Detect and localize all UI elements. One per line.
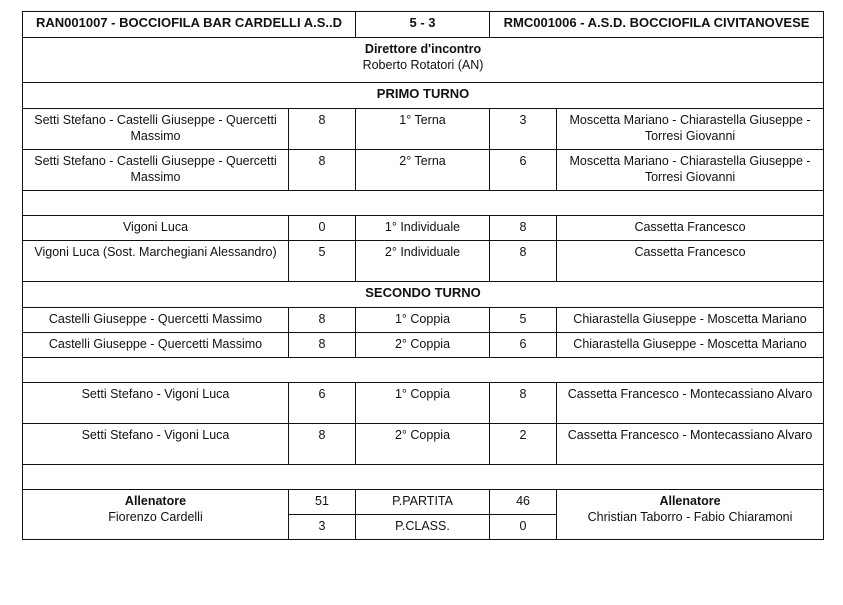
- away-players: Moscetta Mariano - Chiarastella Giuseppe - Torresi Giovanni: [557, 109, 824, 150]
- director-label: Direttore d'incontro: [364, 42, 482, 56]
- away-team-name: RMC001006 - A.S.D. BOCCIOFILA CIVITANOVESE: [490, 12, 824, 38]
- second-round-title-row: [23, 282, 824, 308]
- home-players: Castelli Giuseppe - Quercetti Massimo: [23, 333, 289, 358]
- table-row: [23, 241, 824, 282]
- away-game-score: 8: [490, 383, 557, 424]
- totals-row-match-points: [23, 490, 824, 515]
- game-label: 2° Coppia: [356, 424, 490, 465]
- first-round-title: PRIMO TURNO: [23, 83, 824, 109]
- away-game-score: 6: [490, 333, 557, 358]
- away-players: Cassetta Francesco: [557, 216, 824, 241]
- away-players: Chiarastella Giuseppe - Moscetta Mariano: [557, 333, 824, 358]
- first-round-title-row: [23, 83, 824, 109]
- home-game-score: 5: [289, 241, 356, 282]
- home-players: Setti Stefano - Castelli Giuseppe - Quercetti Massimo: [23, 109, 289, 150]
- table-row: [23, 216, 824, 241]
- away-game-score: 8: [490, 241, 557, 282]
- game-label: 2° Coppia: [356, 333, 490, 358]
- away-class-points: 0: [490, 515, 557, 540]
- away-coach-cell: [557, 490, 824, 540]
- match-score: 5 - 3: [356, 12, 490, 38]
- table-row: [23, 150, 824, 191]
- spacer-row: [23, 358, 824, 383]
- away-coach-name: Christian Taborro - Fabio Chiaramoni: [587, 510, 793, 524]
- home-game-score: 8: [289, 333, 356, 358]
- away-game-score: 5: [490, 308, 557, 333]
- match-points-label: P.PARTITA: [356, 490, 490, 515]
- away-match-points: 46: [490, 490, 557, 515]
- game-label: 1° Terna: [356, 109, 490, 150]
- home-coach-name: Fiorenzo Cardelli: [108, 510, 203, 524]
- home-game-score: 8: [289, 150, 356, 191]
- home-players: Vigoni Luca (Sost. Marchegiani Alessandro): [23, 241, 289, 282]
- home-players: Setti Stefano - Castelli Giuseppe - Quercetti Massimo: [23, 150, 289, 191]
- home-game-score: 6: [289, 383, 356, 424]
- home-game-score: 8: [289, 109, 356, 150]
- header-row: [23, 12, 824, 38]
- home-players: Setti Stefano - Vigoni Luca: [23, 424, 289, 465]
- table-row: [23, 333, 824, 358]
- home-players: Setti Stefano - Vigoni Luca: [23, 383, 289, 424]
- home-coach-label: Allenatore: [124, 494, 187, 508]
- away-players: Moscetta Mariano - Chiarastella Giuseppe - Torresi Giovanni: [557, 150, 824, 191]
- away-players: Cassetta Francesco - Montecassiano Alvaro: [557, 383, 824, 424]
- game-label: 1° Coppia: [356, 308, 490, 333]
- second-round-title: SECONDO TURNO: [23, 282, 824, 308]
- table-row: [23, 424, 824, 465]
- spacer-row: [23, 465, 824, 490]
- away-coach-label: Allenatore: [659, 494, 721, 508]
- away-game-score: 6: [490, 150, 557, 191]
- away-game-score: 8: [490, 216, 557, 241]
- away-players: Cassetta Francesco - Montecassiano Alvaro: [557, 424, 824, 465]
- away-players: Chiarastella Giuseppe - Moscetta Mariano: [557, 308, 824, 333]
- home-players: Castelli Giuseppe - Quercetti Massimo: [23, 308, 289, 333]
- home-game-score: 8: [289, 424, 356, 465]
- home-team-name: RAN001007 - BOCCIOFILA BAR CARDELLI A.S..D: [23, 12, 356, 38]
- table-row: [23, 383, 824, 424]
- director-name: Roberto Rotatori (AN): [362, 58, 484, 72]
- home-players: Vigoni Luca: [23, 216, 289, 241]
- home-class-points: 3: [289, 515, 356, 540]
- spacer-row: [23, 191, 824, 216]
- home-game-score: 8: [289, 308, 356, 333]
- match-report-table: [22, 11, 824, 540]
- class-points-label: P.CLASS.: [356, 515, 490, 540]
- game-label: 1° Individuale: [356, 216, 490, 241]
- table-row: [23, 308, 824, 333]
- away-game-score: 3: [490, 109, 557, 150]
- game-label: 2° Individuale: [356, 241, 490, 282]
- table-row: [23, 109, 824, 150]
- away-game-score: 2: [490, 424, 557, 465]
- home-coach-cell: [23, 490, 289, 540]
- away-players: Cassetta Francesco: [557, 241, 824, 282]
- game-label: 2° Terna: [356, 150, 490, 191]
- home-game-score: 0: [289, 216, 356, 241]
- director-row: [23, 38, 824, 83]
- game-label: 1° Coppia: [356, 383, 490, 424]
- home-match-points: 51: [289, 490, 356, 515]
